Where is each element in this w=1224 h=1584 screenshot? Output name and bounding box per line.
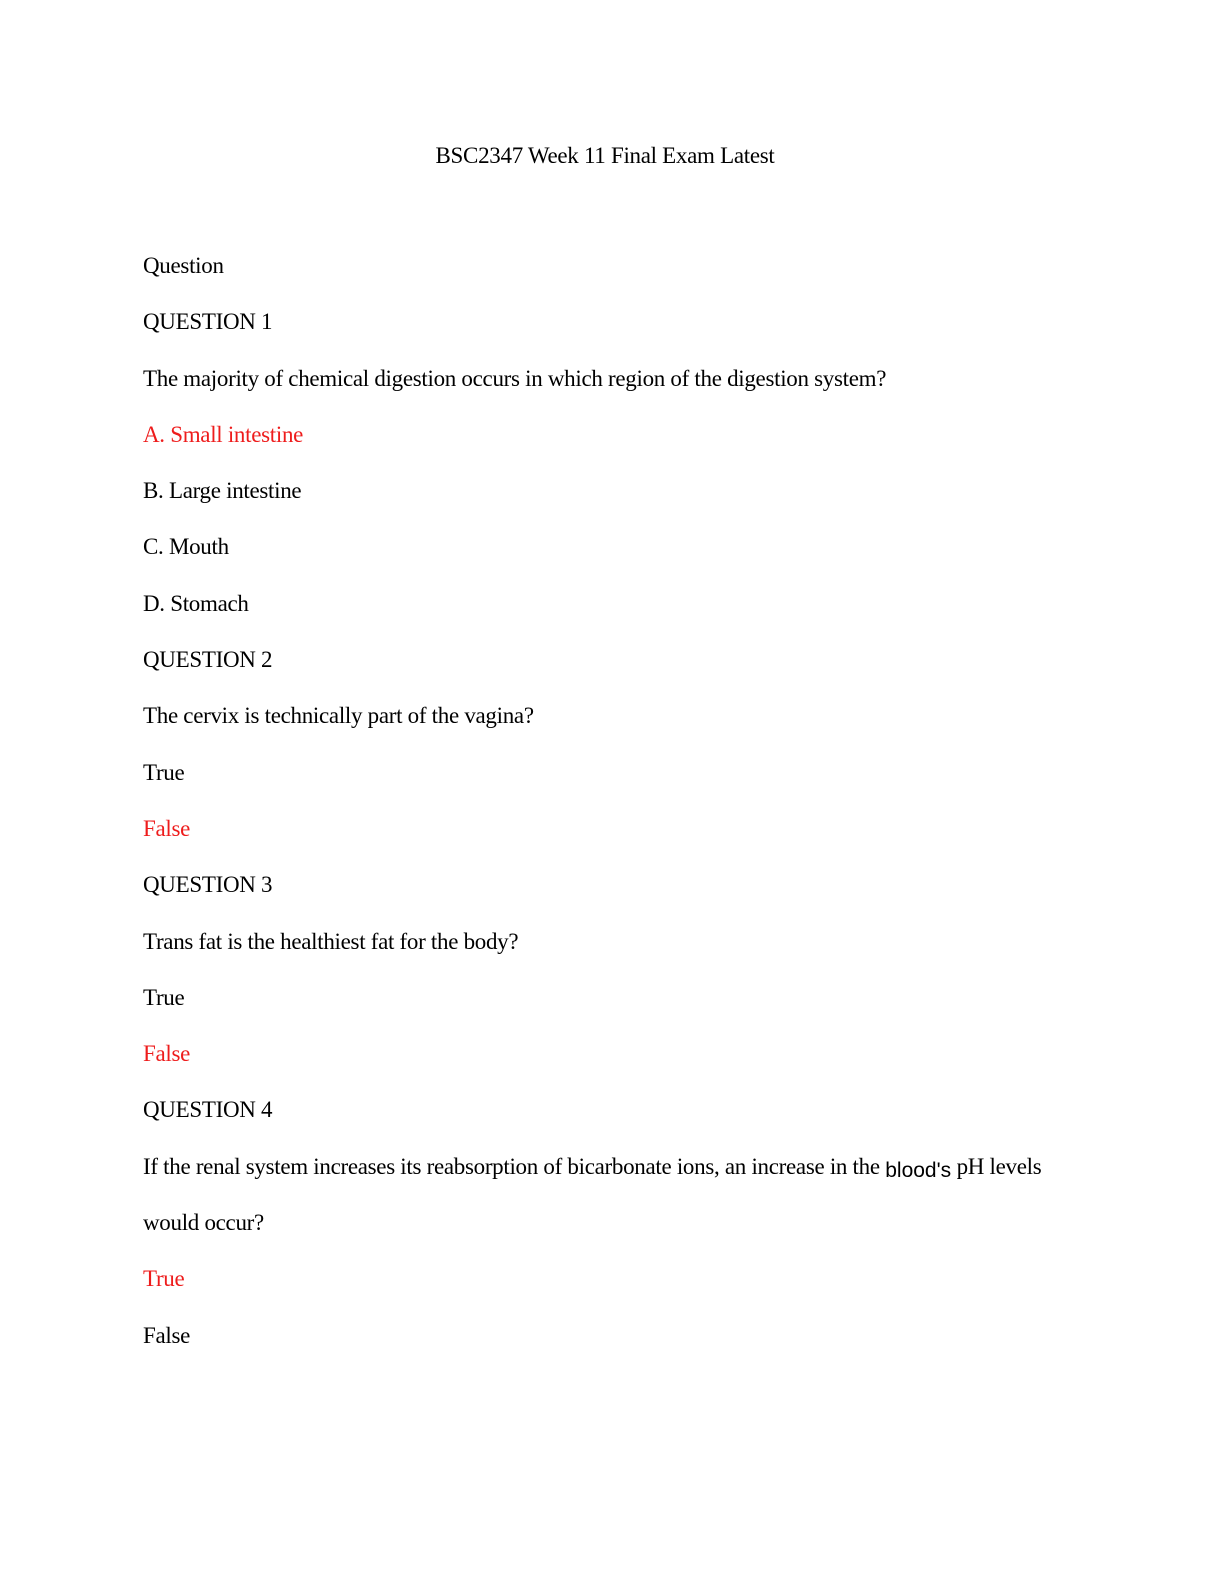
- question-4-option-true: True: [143, 1266, 185, 1292]
- question-2-option-false: False: [143, 815, 191, 841]
- question-4-label: QUESTION 4: [143, 1097, 273, 1123]
- question-1-label: QUESTION 1: [143, 309, 273, 335]
- question-3-prompt: Trans fat is the healthiest fat for the body?: [143, 928, 519, 954]
- document-title: BSC2347 Week 11 Final Exam Latest: [435, 143, 775, 168]
- question-2-label: QUESTION 2: [143, 647, 273, 673]
- question-2-option-true: True: [143, 759, 185, 785]
- question-4-prompt-word: blood's: [885, 1158, 952, 1182]
- question-4-prompt-part1: If the renal system increases its reabsorption of bicarbonate ions, an increase in the: [143, 1153, 880, 1179]
- question-3-label: QUESTION 3: [143, 872, 273, 898]
- question-1-prompt: The majority of chemical digestion occurs in which region of the digestion system?: [143, 365, 887, 391]
- question-2-prompt: The cervix is technically part of the vagina?: [143, 703, 534, 729]
- question-1-option-b: B. Large intestine: [143, 478, 302, 504]
- question-1-option-c: C. Mouth: [143, 534, 229, 560]
- question-4-prompt-part2: pH levels: [956, 1153, 1042, 1179]
- document-body: [143, 252, 1083, 1378]
- question-1-option-a: A. Small intestine: [143, 421, 304, 447]
- question-3-option-true: True: [143, 984, 185, 1010]
- question-4-prompt-line2: would occur?: [143, 1210, 264, 1236]
- question-4-prompt: [143, 1153, 1083, 1181]
- question-3-option-false: False: [143, 1041, 191, 1067]
- question-4-option-false: False: [143, 1322, 191, 1348]
- section-label: Question: [143, 253, 224, 278]
- question-1-option-d: D. Stomach: [143, 590, 249, 616]
